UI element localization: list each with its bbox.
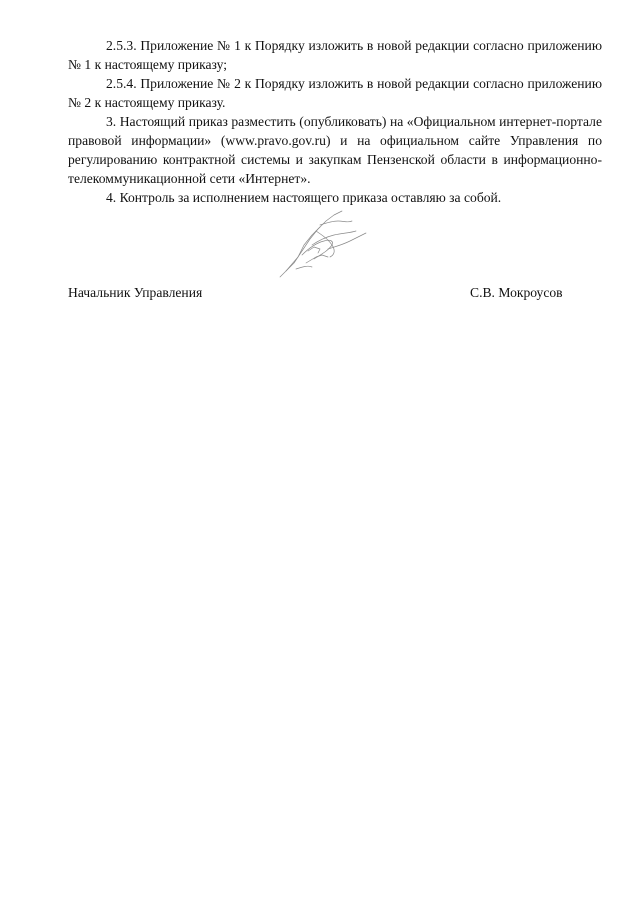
paragraph-4-control: 4. Контроль за исполнением настоящего приказа оставляю за собой. <box>106 190 502 205</box>
paragraph-2-5-3: 2.5.3. Приложение № 1 к Порядку изложить в новой редакции согласно приложению № 1 к настоящему приказу; <box>68 38 602 72</box>
handwritten-signature <box>272 205 372 283</box>
paragraph-3-publication: 3. Настоящий приказ разместить (опубликовать) на «Официальном интернет-портале правовой информации» (www.pravo.gov.ru) и на официальном сайте Управления по регулированию контрактной системы и закупкам Пензенской области в информационно-телекоммуникационной сети «Интернет». <box>68 114 602 186</box>
signer-name: С.В. Мокроусов <box>470 285 563 300</box>
document-body <box>68 36 602 207</box>
paragraph-2-5-4: 2.5.4. Приложение № 2 к Порядку изложить в новой редакции согласно приложению № 2 к настоящему приказу. <box>68 76 602 110</box>
signer-position: Начальник Управления <box>68 285 203 300</box>
